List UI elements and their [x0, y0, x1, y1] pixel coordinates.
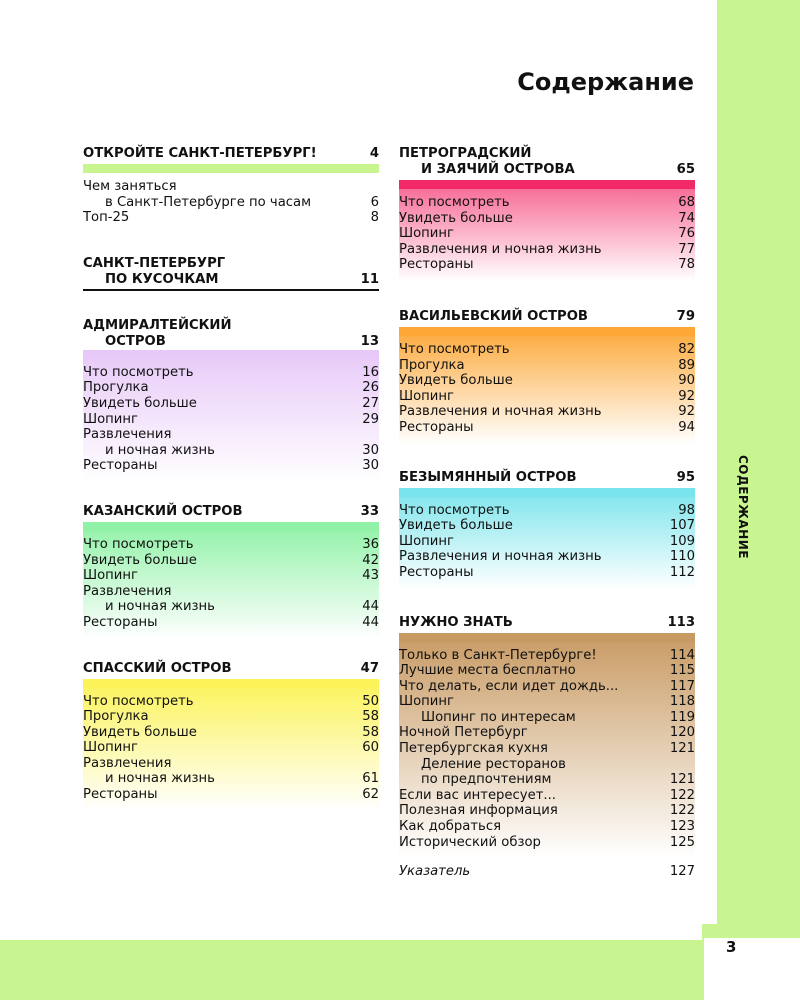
section-color-band — [83, 164, 379, 173]
toc-entry[interactable]: Петербургская кухня 121 — [399, 741, 695, 757]
index-entry[interactable]: Указатель 127 — [399, 864, 695, 880]
section-heading[interactable] — [83, 661, 379, 677]
toc-entry[interactable]: Увидеть больше 107 — [399, 518, 695, 534]
toc-entry[interactable]: Что посмотреть 16 — [83, 364, 379, 380]
toc-entry[interactable]: Шопинг 29 — [83, 411, 379, 427]
toc-entry[interactable]: Рестораны 94 — [399, 419, 695, 435]
toc-entry[interactable]: Шопинг 109 — [399, 533, 695, 549]
toc-entry[interactable]: и ночная жизнь 61 — [105, 771, 379, 787]
toc-entry[interactable]: Шопинг по интересам 119 — [421, 709, 695, 725]
section-gradient — [399, 488, 695, 589]
section-title: СПАССКИЙ ОСТРОВ — [83, 660, 232, 676]
section-entries — [399, 336, 695, 444]
toc-entry[interactable]: Прогулка 58 — [83, 709, 379, 725]
toc-section — [399, 309, 695, 444]
toc-entry[interactable]: Исторический обзор 125 — [399, 834, 695, 850]
toc-section — [399, 470, 695, 589]
toc-entry[interactable]: Развлечения и ночная жизнь 92 — [399, 404, 695, 420]
section-gradient — [399, 180, 695, 281]
section-entries — [83, 688, 379, 811]
section-title: НУЖНО ЗНАТЬ — [399, 614, 513, 630]
toc-left-column — [83, 146, 379, 811]
section-page: 113 — [667, 614, 695, 630]
toc-right-column — [399, 146, 695, 880]
section-page: 33 — [360, 503, 379, 519]
section-title: АДМИРАЛТЕЙСКИЙ — [83, 317, 232, 333]
section-entries — [399, 642, 695, 859]
section-gradient — [83, 679, 379, 811]
section-page: 11 — [360, 271, 379, 287]
toc-entry[interactable]: Что посмотреть 36 — [83, 536, 379, 552]
bottom-color-strip — [0, 940, 702, 1000]
toc-entry[interactable]: Чем заняться — [83, 179, 177, 194]
section-heading[interactable] — [83, 504, 379, 520]
toc-entry[interactable]: Рестораны 78 — [399, 257, 695, 273]
toc-entry[interactable]: Развлечения и ночная жизнь 77 — [399, 241, 695, 257]
section-heading[interactable] — [83, 146, 379, 162]
section-entries — [83, 173, 379, 234]
section-heading[interactable] — [399, 146, 695, 178]
section-entries — [399, 497, 695, 589]
section-entries — [399, 189, 695, 281]
section-color-band — [83, 522, 379, 531]
toc-entry[interactable]: Рестораны 44 — [83, 614, 379, 630]
toc-section — [399, 146, 695, 281]
section-title-line2: ПО КУСОЧКАМ — [105, 271, 219, 287]
toc-entry[interactable]: Ночной Петербург 120 — [399, 725, 695, 741]
toc-entry[interactable]: в Санкт-Петербурге по часам 6 — [105, 194, 379, 210]
toc-entry[interactable]: Топ-25 8 — [83, 210, 379, 226]
toc-entry[interactable]: Шопинг 118 — [399, 694, 695, 710]
section-title: САНКТ-ПЕТЕРБУРГ — [83, 255, 226, 271]
section-title: ВАСИЛЬЕВСКИЙ ОСТРОВ — [399, 308, 588, 324]
toc-entry[interactable]: Если вас интересует... 122 — [399, 787, 695, 803]
page-title: Содержание — [517, 68, 694, 96]
toc-entry[interactable]: по предпочтениям 121 — [421, 772, 695, 788]
section-page: 65 — [676, 162, 695, 177]
toc-section — [83, 504, 379, 639]
toc-entry[interactable]: и ночная жизнь 30 — [105, 442, 379, 458]
toc-entry[interactable]: Лучшие места бесплатно 115 — [399, 663, 695, 679]
toc-entry[interactable]: Только в Санкт-Петербурге! 114 — [399, 647, 695, 663]
toc-section — [83, 318, 379, 482]
section-gradient — [399, 327, 695, 444]
toc-entry[interactable]: Прогулка 89 — [399, 357, 695, 373]
toc-entry[interactable]: Увидеть больше 42 — [83, 552, 379, 568]
section-color-band — [399, 180, 695, 189]
toc-entry[interactable]: Рестораны 30 — [83, 458, 379, 474]
section-page: 4 — [369, 146, 379, 161]
section-title: ОТКРОЙТЕ САНКТ-ПЕТЕРБУРГ! — [83, 146, 317, 161]
section-title: КАЗАНСКИЙ ОСТРОВ — [83, 503, 243, 519]
toc-entry[interactable]: Увидеть больше 90 — [399, 373, 695, 389]
section-page: 13 — [360, 333, 379, 349]
section-heading[interactable] — [399, 470, 695, 486]
toc-entry[interactable]: Деление ресторанов — [421, 756, 566, 772]
toc-entry[interactable]: Шопинг 43 — [83, 568, 379, 584]
section-heading[interactable] — [399, 615, 695, 631]
section-heading[interactable] — [83, 318, 379, 350]
page-number-box — [704, 938, 800, 1000]
section-color-band — [83, 679, 379, 688]
toc-entry[interactable]: Шопинг 76 — [399, 226, 695, 242]
toc-entry[interactable]: Что посмотреть 68 — [399, 195, 695, 210]
section-title-line2: ОСТРОВ — [105, 333, 166, 349]
toc-entry[interactable]: Развлечения — [83, 583, 172, 599]
toc-entry[interactable]: Развлечения — [83, 427, 172, 443]
section-color-band — [399, 488, 695, 497]
toc-entry[interactable]: Рестораны 112 — [399, 564, 695, 580]
section-gradient — [83, 350, 379, 482]
toc-entry[interactable]: Что посмотреть 82 — [399, 341, 695, 357]
section-heading[interactable] — [399, 309, 695, 325]
side-section-label: СОДЕРЖАНИЕ — [736, 455, 750, 559]
section-color-band — [83, 350, 379, 359]
section-gradient — [83, 522, 379, 639]
toc-section — [83, 146, 379, 234]
side-color-strip — [717, 0, 800, 938]
section-color-band — [399, 633, 695, 642]
toc-entry[interactable]: Шопинг 60 — [83, 740, 379, 756]
section-page: 79 — [676, 308, 695, 324]
section-heading[interactable] — [83, 256, 379, 291]
toc-entry[interactable]: Прогулка 26 — [83, 380, 379, 396]
toc-entry[interactable]: Полезная информация 122 — [399, 803, 695, 819]
toc-section — [83, 256, 379, 291]
toc-entry[interactable]: Увидеть больше 58 — [83, 724, 379, 740]
section-page: 95 — [676, 469, 695, 485]
toc-entry[interactable]: Увидеть больше 74 — [399, 210, 695, 226]
page-number: 3 — [726, 938, 737, 956]
section-gradient — [399, 633, 695, 859]
toc-entry[interactable]: Шопинг 92 — [399, 388, 695, 404]
toc-entry[interactable]: Как добраться 123 — [399, 819, 695, 835]
toc-entry[interactable]: и ночная жизнь 44 — [105, 599, 379, 615]
toc-section — [399, 615, 695, 859]
toc-entry[interactable]: Увидеть больше 27 — [83, 395, 379, 411]
section-page: 47 — [360, 660, 379, 676]
toc-entry[interactable]: Развлечения и ночная жизнь 110 — [399, 549, 695, 565]
section-entries — [83, 531, 379, 639]
toc-entry[interactable]: Рестораны 62 — [83, 787, 379, 803]
section-color-band — [399, 327, 695, 336]
toc-entry[interactable]: Что делать, если идет дождь... 117 — [399, 678, 695, 694]
section-title: БЕЗЫМЯННЫЙ ОСТРОВ — [399, 469, 577, 485]
toc-entry[interactable]: Что посмотреть 50 — [83, 693, 379, 709]
toc-entry[interactable]: Развлечения — [83, 755, 172, 771]
section-title-line2: И ЗАЯЧИЙ ОСТРОВА — [421, 162, 575, 177]
toc-entry[interactable]: Что посмотреть 98 — [399, 502, 695, 518]
section-entries — [83, 359, 379, 482]
section-title: ПЕТРОГРАДСКИЙ — [399, 146, 532, 161]
toc-section — [83, 661, 379, 811]
